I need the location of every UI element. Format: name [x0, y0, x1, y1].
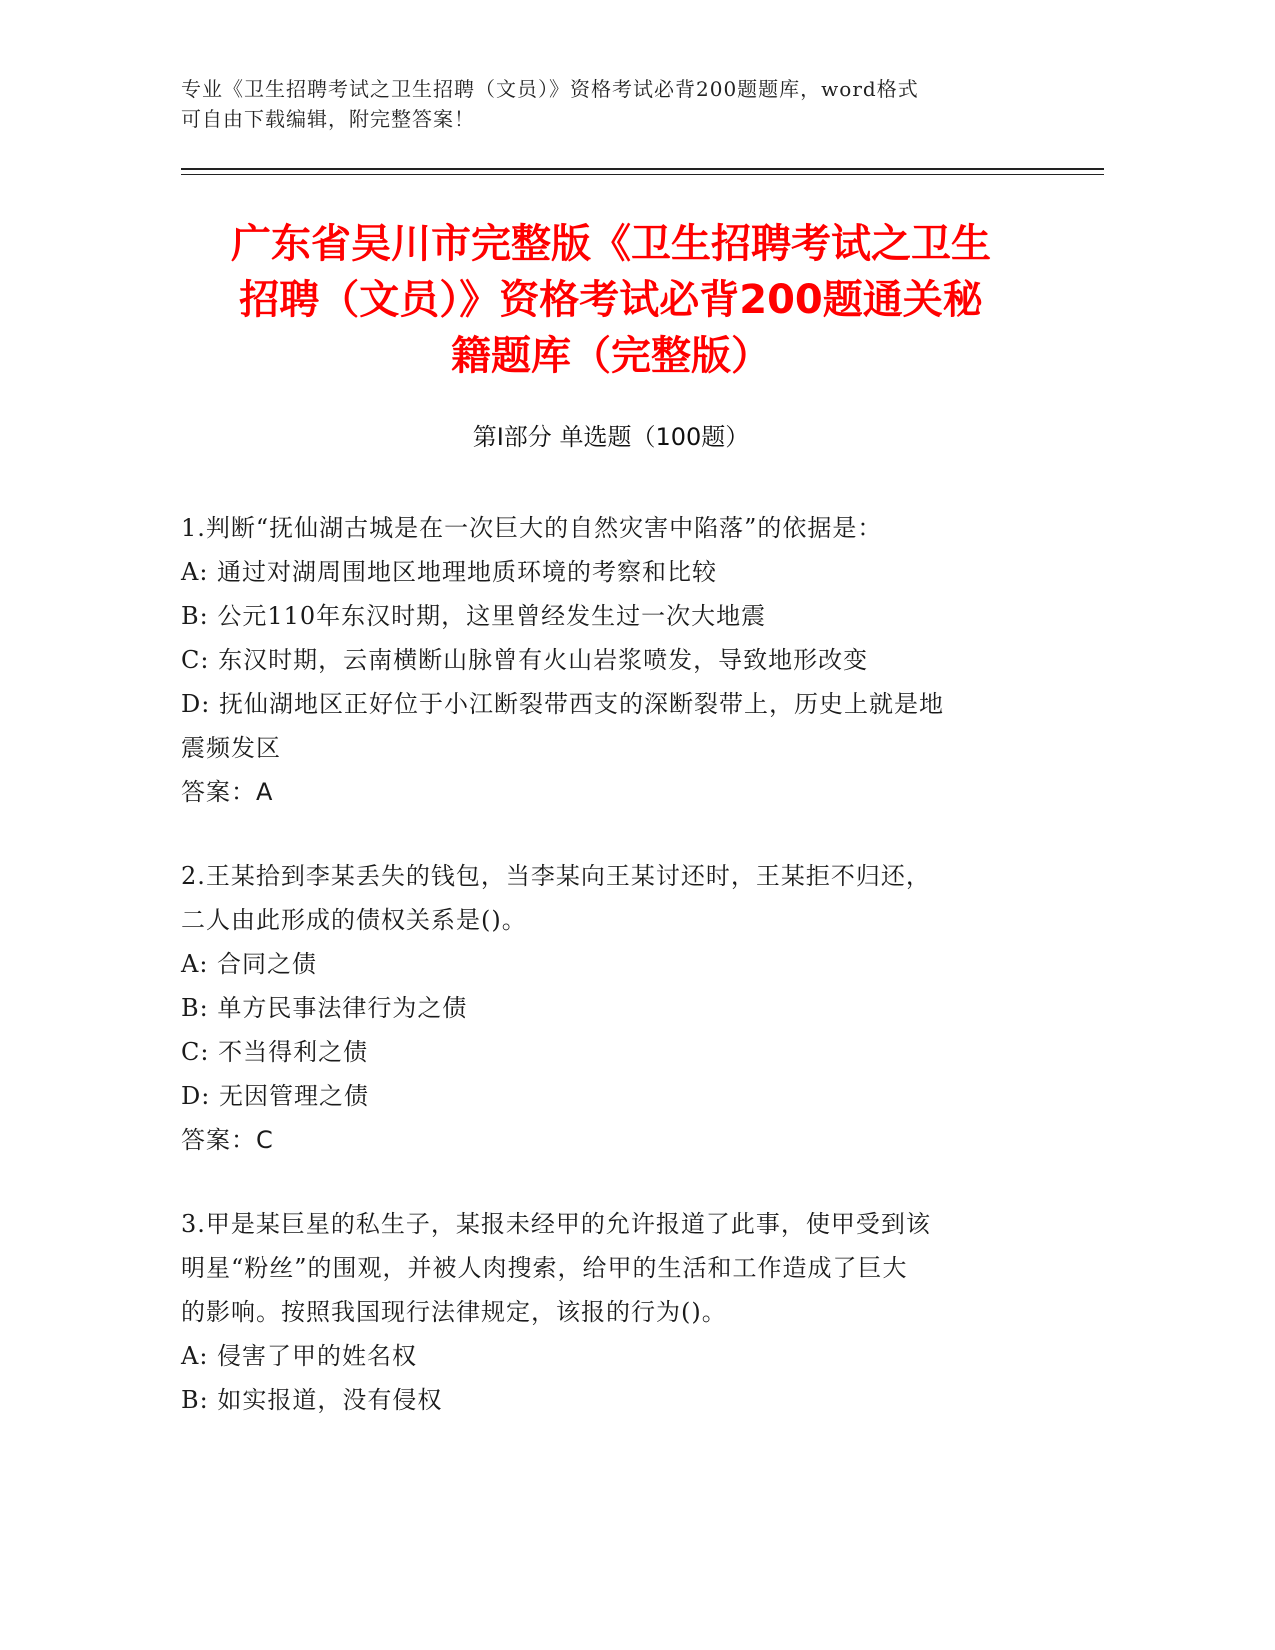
option-d: D: 无因管理之债	[181, 1082, 369, 1110]
header-note	[181, 74, 1041, 134]
question-list	[181, 506, 1041, 1462]
document-title	[181, 216, 1041, 384]
option-a: A: 通过对湖周围地区地理地质环境的考察和比较	[181, 558, 718, 586]
header-note-line: 可自由下载编辑，附完整答案！	[181, 107, 475, 131]
title-line: 广东省吴川市完整版《卫生招聘考试之卫生	[231, 221, 991, 267]
option-b: B: 单方民事法律行为之债	[181, 994, 468, 1022]
option-c: C: 东汉时期，云南横断山脉曾有火山岩浆喷发，导致地形改变	[181, 646, 869, 674]
option-d: D: 抚仙湖地区正好位于小江断裂带西支的深断裂带上，历史上就是地	[181, 690, 944, 718]
option-a: A: 侵害了甲的姓名权	[181, 1342, 418, 1370]
title-line: 籍题库（完整版）	[451, 333, 771, 379]
option-d-continued: 震频发区	[181, 734, 281, 762]
header-divider-thin	[181, 174, 1104, 175]
option-b: B: 如实报道，没有侵权	[181, 1386, 443, 1414]
question-item	[181, 506, 1041, 814]
question-stem: 2.王某拾到李某丢失的钱包，当李某向王某讨还时，王某拒不归还，	[181, 862, 931, 890]
question-item	[181, 1202, 1041, 1422]
option-b: B: 公元110年东汉时期，这里曾经发生过一次大地震	[181, 602, 767, 630]
section-heading: 第I部分 单选题（100题）	[472, 423, 750, 451]
question-stem: 的影响。按照我国现行法律规定，该报的行为()。	[181, 1298, 727, 1326]
question-stem: 1.判断“抚仙湖古城是在一次巨大的自然灾害中陷落”的依据是：	[181, 514, 883, 542]
answer-line: 答案：C	[181, 1126, 274, 1154]
option-a: A: 合同之债	[181, 950, 318, 978]
question-item	[181, 854, 1041, 1162]
title-line: 招聘（文员）》资格考试必背200题通关秘	[239, 277, 983, 323]
question-stem: 明星“粉丝”的围观，并被人肉搜索，给甲的生活和工作造成了巨大	[181, 1254, 908, 1282]
question-stem: 二人由此形成的债权关系是()。	[181, 906, 527, 934]
question-stem: 3.甲是某巨星的私生子，某报未经甲的允许报道了此事，使甲受到该	[181, 1210, 931, 1238]
header-note-line: 专业《卫生招聘考试之卫生招聘（文员）》资格考试必背200题题库，word格式	[181, 77, 919, 101]
header-divider-thick	[181, 168, 1104, 170]
option-c: C: 不当得利之债	[181, 1038, 369, 1066]
answer-line: 答案：A	[181, 778, 274, 806]
